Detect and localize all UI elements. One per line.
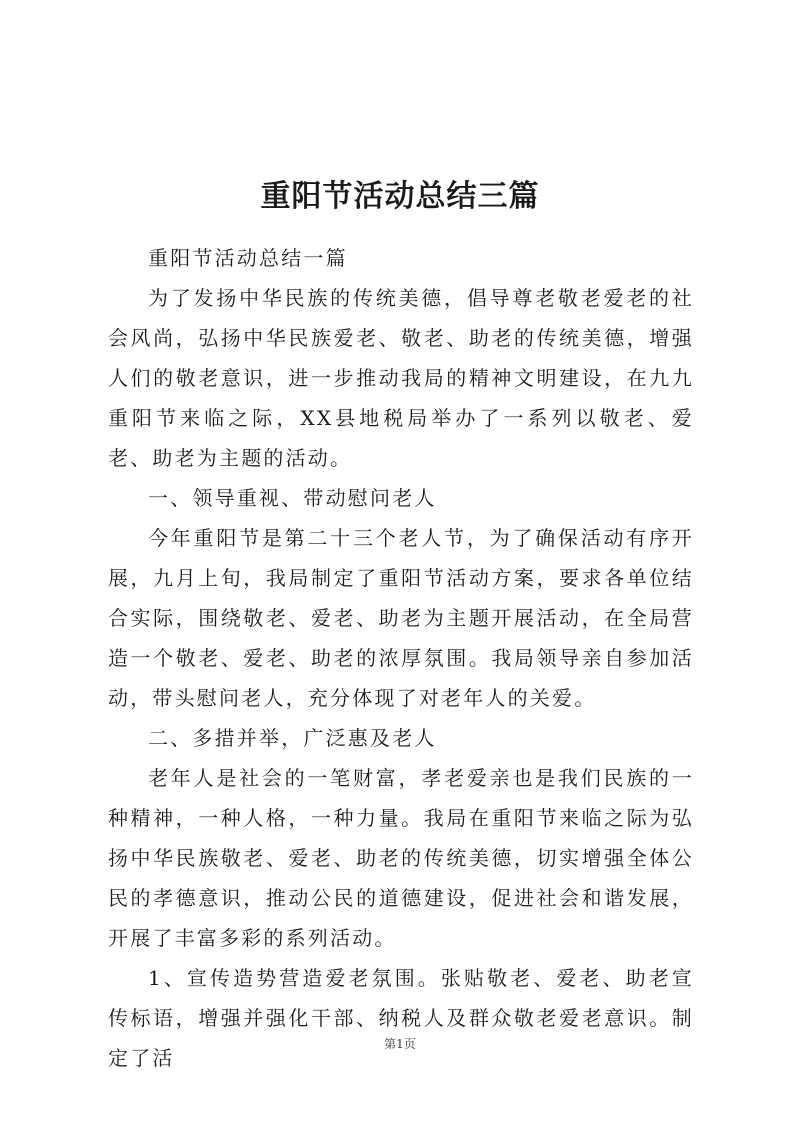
page-number: 第1页 <box>384 1037 416 1051</box>
paragraph: 今年重阳节是第二十三个老人节，为了确保活动有序开展，九月上旬，我局制定了重阳节活动方案，要求各单位结合实际，围绕敬老、爱老、助老为主题开展活动，在全局营造一个敬老、爱老、助老的浓厚氛围。我局领导亲自参加活动，带头慰问老人，充分体现了对老年人的关爱。 <box>108 526 694 710</box>
paragraph: 老年人是社会的一笔财富，孝老爱亲也是我们民族的一种精神，一种人格，一种力量。我局在重阳节来临之际为弘扬中华民族敬老、爱老、助老的传统美德，切实增强全体公民的孝德意识，推动公民的道德建设，促进社会和谐发展，开展了丰富多彩的系列活动。 <box>108 766 694 950</box>
section-heading: 一、领导重视、带动慰问老人 <box>148 486 437 510</box>
paragraph: 为了发扬中华民族的传统美德，倡导尊老敬老爱老的社会风尚，弘扬中华民族爱老、敬老、助老的传统美德，增强人们的敬老意识，进一步推动我局的精神文明建设，在九九重阳节来临之际，XX县地税局举办了一系列以敬老、爱老、助老为主题的活动。 <box>108 286 694 470</box>
document-title: 重阳节活动总结三篇 <box>260 179 540 215</box>
paragraph: 1、宣传造势营造爱老氛围。张贴敬老、爱老、助老宣传标语，增强并强化干部、纳税人及群众敬老爱老意识。制定了活 <box>108 966 694 1070</box>
document-body <box>108 238 694 1078</box>
section-heading: 重阳节活动总结一篇 <box>148 246 348 270</box>
section-heading: 二、多措并举，广泛惠及老人 <box>148 726 437 750</box>
